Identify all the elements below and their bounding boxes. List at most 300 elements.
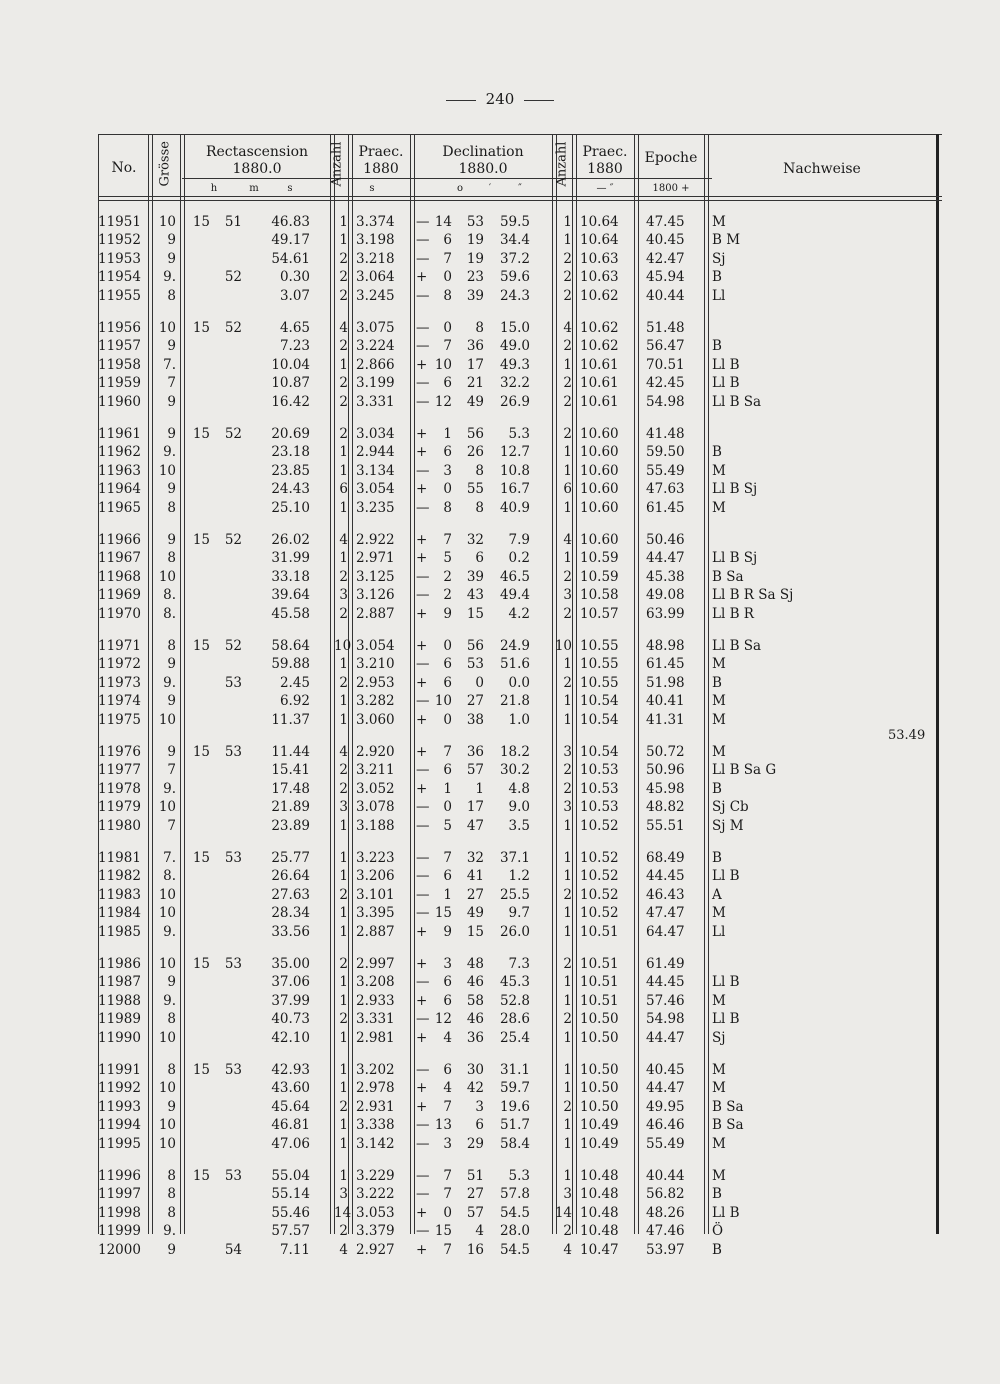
cell-p1: 3.054	[356, 481, 395, 498]
cell-p1: 2.944	[356, 444, 395, 461]
cell-n1: 3	[339, 799, 348, 816]
cell-dm: 46	[466, 974, 484, 991]
cell-s: 26.64	[271, 868, 310, 885]
cell-p1: 3.064	[356, 269, 395, 286]
cell-no: 11988	[98, 992, 141, 1009]
cell-s: 16.42	[271, 393, 310, 410]
cell-no: 11993	[98, 1098, 141, 1115]
cell-s: 10.87	[271, 375, 310, 392]
header-dec-title: Declination	[442, 144, 524, 160]
cell-sign: —	[416, 693, 430, 710]
cell-p2: 10.61	[580, 356, 619, 373]
cell-dm: 19	[466, 232, 484, 249]
cell-d: 8	[443, 287, 452, 304]
cell-p2: 10.51	[580, 992, 619, 1009]
cell-sign: —	[416, 886, 430, 903]
cell-s: 23.85	[271, 462, 310, 479]
table-row	[98, 1117, 936, 1135]
cell-gr: 10	[158, 214, 176, 230]
cell-d: 0	[443, 1204, 452, 1221]
cell-no: 12000	[98, 1241, 141, 1258]
cell-n2: 3	[563, 799, 572, 816]
cell-nw: Ö	[712, 1223, 724, 1240]
cell-ds: 5.3	[508, 1168, 530, 1184]
cell-gr: 10	[158, 1080, 176, 1097]
cell-sign: —	[416, 393, 430, 410]
cell-p1: 3.078	[356, 799, 395, 816]
cell-no: 11963	[98, 462, 141, 479]
cell-ep: 44.47	[646, 1080, 685, 1097]
table-row	[98, 569, 936, 587]
cell-no: 11978	[98, 780, 141, 797]
cell-no: 11977	[98, 762, 141, 779]
cell-no: 11965	[98, 499, 141, 516]
cell-dm: 17	[466, 799, 484, 816]
cell-gr: 8	[167, 1011, 176, 1028]
cell-s: 20.69	[271, 426, 310, 442]
cell-ds: 19.6	[499, 1098, 530, 1115]
cell-gr: 8	[167, 1204, 176, 1221]
cell-ds: 0.2	[508, 550, 530, 567]
cell-nw: B	[712, 1186, 722, 1203]
cell-gr: 9	[167, 338, 176, 355]
cell-p2: 10.62	[580, 320, 619, 336]
cell-gr: 8	[167, 1062, 176, 1078]
cell-d: 7	[443, 1241, 452, 1258]
cell-nw: Sj M	[712, 817, 744, 834]
cell-ep: 50.46	[646, 532, 685, 548]
cell-ds: 46.5	[499, 568, 530, 585]
cell-gr: 10	[158, 1135, 176, 1152]
cell-n1: 4	[339, 532, 348, 548]
cell-no: 11957	[98, 338, 141, 355]
cell-ds: 15.0	[499, 320, 530, 336]
cell-m: 53	[224, 674, 242, 691]
cell-nw: M	[712, 1135, 726, 1152]
cell-d: 6	[443, 375, 452, 392]
cell-nw: Sj	[712, 1029, 726, 1046]
cell-n2: 2	[563, 1011, 572, 1028]
cell-h: 15	[192, 956, 210, 972]
cell-dm: 32	[466, 850, 484, 866]
cell-p2: 10.50	[580, 1011, 619, 1028]
cell-s: 55.04	[271, 1168, 310, 1184]
cell-n2: 1	[563, 850, 572, 866]
cell-p2: 10.62	[580, 338, 619, 355]
cell-s: 2.45	[279, 674, 310, 691]
cell-ep: 47.45	[646, 214, 685, 230]
cell-d: 0	[443, 481, 452, 498]
cell-p2: 10.48	[580, 1204, 619, 1221]
cell-nw: B	[712, 780, 722, 797]
header-praec-2-unit: — ″	[596, 183, 614, 194]
cell-gr: 9.	[163, 444, 176, 461]
cell-ep: 61.45	[646, 499, 685, 516]
cell-s: 21.89	[271, 799, 310, 816]
cell-dm: 57	[466, 762, 484, 779]
table-row	[98, 214, 936, 232]
cell-s: 11.44	[271, 744, 310, 760]
cell-sign: —	[416, 817, 430, 834]
page-number-text: 240	[485, 90, 515, 108]
table-row	[98, 818, 936, 836]
cell-gr: 10	[158, 462, 176, 479]
cell-n1: 2	[339, 1223, 348, 1240]
cell-n1: 1	[339, 1029, 348, 1046]
table-row	[98, 463, 936, 481]
cell-p1: 3.224	[356, 338, 395, 355]
cell-p1: 3.206	[356, 868, 395, 885]
cell-s: 4.65	[279, 320, 310, 336]
cell-p1: 2.887	[356, 923, 395, 940]
table-row	[98, 868, 936, 886]
table-row	[98, 887, 936, 905]
cell-ep: 41.48	[646, 426, 685, 442]
cell-p1: 3.052	[356, 780, 395, 797]
cell-h: 15	[192, 532, 210, 548]
cell-gr: 9	[167, 744, 176, 760]
cell-p2: 10.52	[580, 817, 619, 834]
table-row	[98, 675, 936, 693]
cell-n2: 2	[563, 1223, 572, 1240]
header-subunit-rule	[182, 178, 646, 179]
cell-d: 0	[443, 711, 452, 728]
cell-s: 26.02	[271, 532, 310, 548]
cell-p1: 2.927	[356, 1241, 395, 1258]
cell-nw: M	[712, 992, 726, 1009]
table-row	[98, 744, 936, 762]
cell-n2: 1	[563, 499, 572, 516]
cell-s: 43.60	[271, 1080, 310, 1097]
table-row	[98, 656, 936, 674]
cell-n2: 1	[563, 462, 572, 479]
cell-p1: 3.338	[356, 1117, 395, 1134]
cell-no: 11989	[98, 1011, 141, 1028]
cell-no: 11969	[98, 587, 141, 604]
table-row	[98, 320, 936, 338]
cell-n1: 2	[339, 1098, 348, 1115]
cell-nw: B	[712, 269, 722, 286]
cell-sign: —	[416, 656, 430, 673]
cell-p2: 10.54	[580, 711, 619, 728]
cell-s: 59.88	[271, 656, 310, 673]
cell-gr: 8.	[163, 605, 176, 622]
cell-nw: Ll B	[712, 974, 740, 991]
cell-ep: 56.82	[646, 1186, 685, 1203]
cell-ep: 70.51	[646, 356, 685, 373]
cell-n2: 1	[563, 923, 572, 940]
cell-p1: 3.222	[356, 1186, 395, 1203]
cell-s: 6.92	[279, 693, 310, 710]
cell-gr: 10	[158, 711, 176, 728]
cell-gr: 8	[167, 550, 176, 567]
cell-d: 3	[443, 1135, 452, 1152]
cell-gr: 10	[158, 320, 176, 336]
cell-n2: 4	[563, 320, 572, 336]
cell-nw: M	[712, 656, 726, 673]
cell-m: 52	[224, 532, 242, 548]
cell-d: 10	[434, 693, 452, 710]
cell-gr: 9.	[163, 1223, 176, 1240]
cell-p2: 10.49	[580, 1117, 619, 1134]
cell-dm: 39	[466, 568, 484, 585]
page-number-left-rule	[446, 100, 476, 101]
page-number-right-rule	[524, 100, 554, 101]
cell-n1: 2	[339, 605, 348, 622]
cell-p1: 3.235	[356, 499, 395, 516]
cell-dm: 21	[466, 375, 484, 392]
cell-s: 57.57	[271, 1223, 310, 1240]
cell-d: 7	[443, 532, 452, 548]
cell-n2: 1	[563, 1117, 572, 1134]
cell-no: 11992	[98, 1080, 141, 1097]
cell-n1: 6	[339, 481, 348, 498]
cell-s: 54.61	[271, 250, 310, 267]
cell-p1: 3.282	[356, 693, 395, 710]
cell-n1: 2	[339, 762, 348, 779]
cell-p1: 2.922	[356, 532, 395, 548]
cell-gr: 8	[167, 499, 176, 516]
cell-p2: 10.52	[580, 905, 619, 922]
cell-d: 7	[443, 744, 452, 760]
cell-no: 11997	[98, 1186, 141, 1203]
cell-d: 6	[443, 992, 452, 1009]
cell-dm: 49	[466, 393, 484, 410]
cell-nw: M	[712, 499, 726, 516]
cell-h: 15	[192, 1062, 210, 1078]
cell-ds: 54.5	[499, 1241, 530, 1258]
cell-p1: 3.199	[356, 375, 395, 392]
cell-ep: 57.46	[646, 992, 685, 1009]
cell-n2: 2	[563, 762, 572, 779]
cell-n1: 4	[339, 1241, 348, 1258]
cell-n1: 2	[339, 338, 348, 355]
cell-sign: —	[416, 799, 430, 816]
header-dec-epoch: 1880.0	[458, 161, 508, 177]
cell-nw: M	[712, 1080, 726, 1097]
cell-nw: Sj	[712, 250, 726, 267]
cell-no: 11968	[98, 568, 141, 585]
cell-p1: 3.202	[356, 1062, 395, 1078]
cell-p2: 10.58	[580, 587, 619, 604]
cell-gr: 9	[167, 250, 176, 267]
cell-ds: 32.2	[499, 375, 530, 392]
cell-nw: Ll B Sj	[712, 550, 758, 567]
cell-d: 3	[443, 462, 452, 479]
cell-d: 1	[443, 426, 452, 442]
header-subunit-rule-2	[638, 178, 712, 179]
table-row	[98, 251, 936, 269]
cell-dm: 46	[466, 1011, 484, 1028]
cell-ds: 21.8	[499, 693, 530, 710]
cell-s: 37.99	[271, 992, 310, 1009]
cell-ep: 54.98	[646, 393, 685, 410]
cell-dm: 30	[466, 1062, 484, 1078]
cell-no: 11952	[98, 232, 141, 249]
cell-dm: 0	[475, 674, 484, 691]
cell-p1: 3.223	[356, 850, 395, 866]
header-epoche: Epoche	[644, 150, 698, 166]
cell-n2: 2	[563, 338, 572, 355]
cell-p2: 10.60	[580, 462, 619, 479]
cell-sign: +	[416, 711, 428, 728]
cell-p2: 10.53	[580, 799, 619, 816]
cell-gr: 9.	[163, 269, 176, 286]
table-row	[98, 1099, 936, 1117]
cell-ep: 40.45	[646, 232, 685, 249]
cell-nw: Ll B R	[712, 605, 754, 622]
cell-ds: 16.7	[499, 481, 530, 498]
cell-p2: 10.61	[580, 375, 619, 392]
cell-sign: —	[416, 905, 430, 922]
cell-gr: 7.	[163, 356, 176, 373]
cell-p2: 10.52	[580, 886, 619, 903]
cell-dm: 16	[466, 1241, 484, 1258]
table-row	[98, 606, 936, 624]
cell-sign: —	[416, 375, 430, 392]
cell-n2: 2	[563, 886, 572, 903]
cell-n1: 1	[339, 499, 348, 516]
cell-p2: 10.50	[580, 1080, 619, 1097]
cell-dm: 41	[466, 868, 484, 885]
cell-s: 55.46	[271, 1204, 310, 1221]
cell-gr: 8	[167, 1186, 176, 1203]
cell-sign: +	[416, 956, 428, 972]
cell-no: 11973	[98, 674, 141, 691]
cell-dm: 6	[475, 550, 484, 567]
cell-s: 28.34	[271, 905, 310, 922]
cell-d: 6	[443, 674, 452, 691]
cell-sign: +	[416, 780, 428, 797]
cell-no: 11967	[98, 550, 141, 567]
cell-no: 11974	[98, 693, 141, 710]
cell-sign: +	[416, 269, 428, 286]
cell-no: 11962	[98, 444, 141, 461]
cell-ds: 54.5	[499, 1204, 530, 1221]
table-row	[98, 712, 936, 730]
cell-ds: 12.7	[499, 444, 530, 461]
cell-n1: 2	[339, 886, 348, 903]
cell-ds: 7.9	[508, 532, 530, 548]
cell-n2: 3	[563, 587, 572, 604]
cell-s: 25.77	[271, 850, 310, 866]
cell-sign: +	[416, 674, 428, 691]
cell-d: 2	[443, 568, 452, 585]
table-row	[98, 550, 936, 568]
cell-gr: 8	[167, 287, 176, 304]
cell-gr: 9	[167, 1098, 176, 1115]
table-row	[98, 1205, 936, 1223]
cell-gr: 9	[167, 1241, 176, 1258]
cell-no: 11994	[98, 1117, 141, 1134]
cell-p2: 10.52	[580, 850, 619, 866]
cell-ds: 28.6	[499, 1011, 530, 1028]
table-row	[98, 905, 936, 923]
cell-ep: 47.46	[646, 1223, 685, 1240]
table-row	[98, 288, 936, 306]
cell-d: 5	[443, 817, 452, 834]
cell-dm: 32	[466, 532, 484, 548]
cell-no: 11999	[98, 1223, 141, 1240]
cell-p2: 10.54	[580, 693, 619, 710]
cell-ds: 25.4	[499, 1029, 530, 1046]
cell-sign: —	[416, 320, 430, 336]
cell-ep: 40.45	[646, 1062, 685, 1078]
cell-n2: 2	[563, 956, 572, 972]
cell-d: 14	[434, 214, 452, 230]
cell-m: 53	[224, 956, 242, 972]
cell-n1: 1	[339, 711, 348, 728]
cell-dm: 17	[466, 356, 484, 373]
cell-m: 53	[224, 1168, 242, 1184]
cell-ds: 49.4	[499, 587, 530, 604]
cell-d: 4	[443, 1080, 452, 1097]
cell-d: 0	[443, 638, 452, 654]
cell-n1: 1	[339, 992, 348, 1009]
cell-dm: 57	[466, 1204, 484, 1221]
cell-ep: 40.41	[646, 693, 685, 710]
cell-p1: 3.188	[356, 817, 395, 834]
cell-n1: 1	[339, 693, 348, 710]
cell-ds: 52.8	[499, 992, 530, 1009]
cell-ep: 55.51	[646, 817, 685, 834]
cell-nw: B Sa	[712, 1117, 744, 1134]
cell-dm: 51	[466, 1168, 484, 1184]
cell-gr: 10	[158, 1117, 176, 1134]
cell-sign: —	[416, 568, 430, 585]
cell-s: 7.11	[279, 1241, 310, 1258]
cell-p1: 3.229	[356, 1168, 395, 1184]
cell-n2: 3	[563, 1186, 572, 1203]
cell-ep: 64.47	[646, 923, 685, 940]
cell-nw: M	[712, 462, 726, 479]
cell-m: 51	[224, 214, 242, 230]
cell-p1: 2.887	[356, 605, 395, 622]
cell-s: 37.06	[271, 974, 310, 991]
cell-dm: 36	[466, 1029, 484, 1046]
cell-m: 52	[224, 638, 242, 654]
cell-p1: 2.978	[356, 1080, 395, 1097]
cell-n1: 2	[339, 780, 348, 797]
table-top-border	[98, 134, 942, 135]
cell-nw: Ll B Sa	[712, 393, 762, 410]
cell-dm: 4	[475, 1223, 484, 1240]
cell-gr: 10	[158, 1029, 176, 1046]
cell-no: 11955	[98, 287, 141, 304]
cell-d: 15	[434, 905, 452, 922]
cell-m: 53	[224, 850, 242, 866]
header-dec-unit-sec: ″	[518, 183, 522, 194]
header-anzahl-1: Anzahl	[329, 141, 345, 187]
header-no: No.	[111, 160, 137, 176]
cell-n1: 1	[339, 868, 348, 885]
cell-n2: 1	[563, 656, 572, 673]
cell-dm: 15	[466, 923, 484, 940]
cell-p1: 2.933	[356, 992, 395, 1009]
cell-p1: 2.866	[356, 356, 395, 373]
cell-no: 11959	[98, 375, 141, 392]
cell-ep: 68.49	[646, 850, 685, 866]
cell-ds: 4.8	[508, 780, 530, 797]
table-row	[98, 532, 936, 550]
cell-no: 11980	[98, 817, 141, 834]
cell-nw: M	[712, 693, 726, 710]
cell-nw: M	[712, 214, 726, 230]
cell-n2: 1	[563, 693, 572, 710]
cell-sign: +	[416, 923, 428, 940]
cell-p1: 3.211	[356, 762, 395, 779]
cell-ds: 1.2	[508, 868, 530, 885]
